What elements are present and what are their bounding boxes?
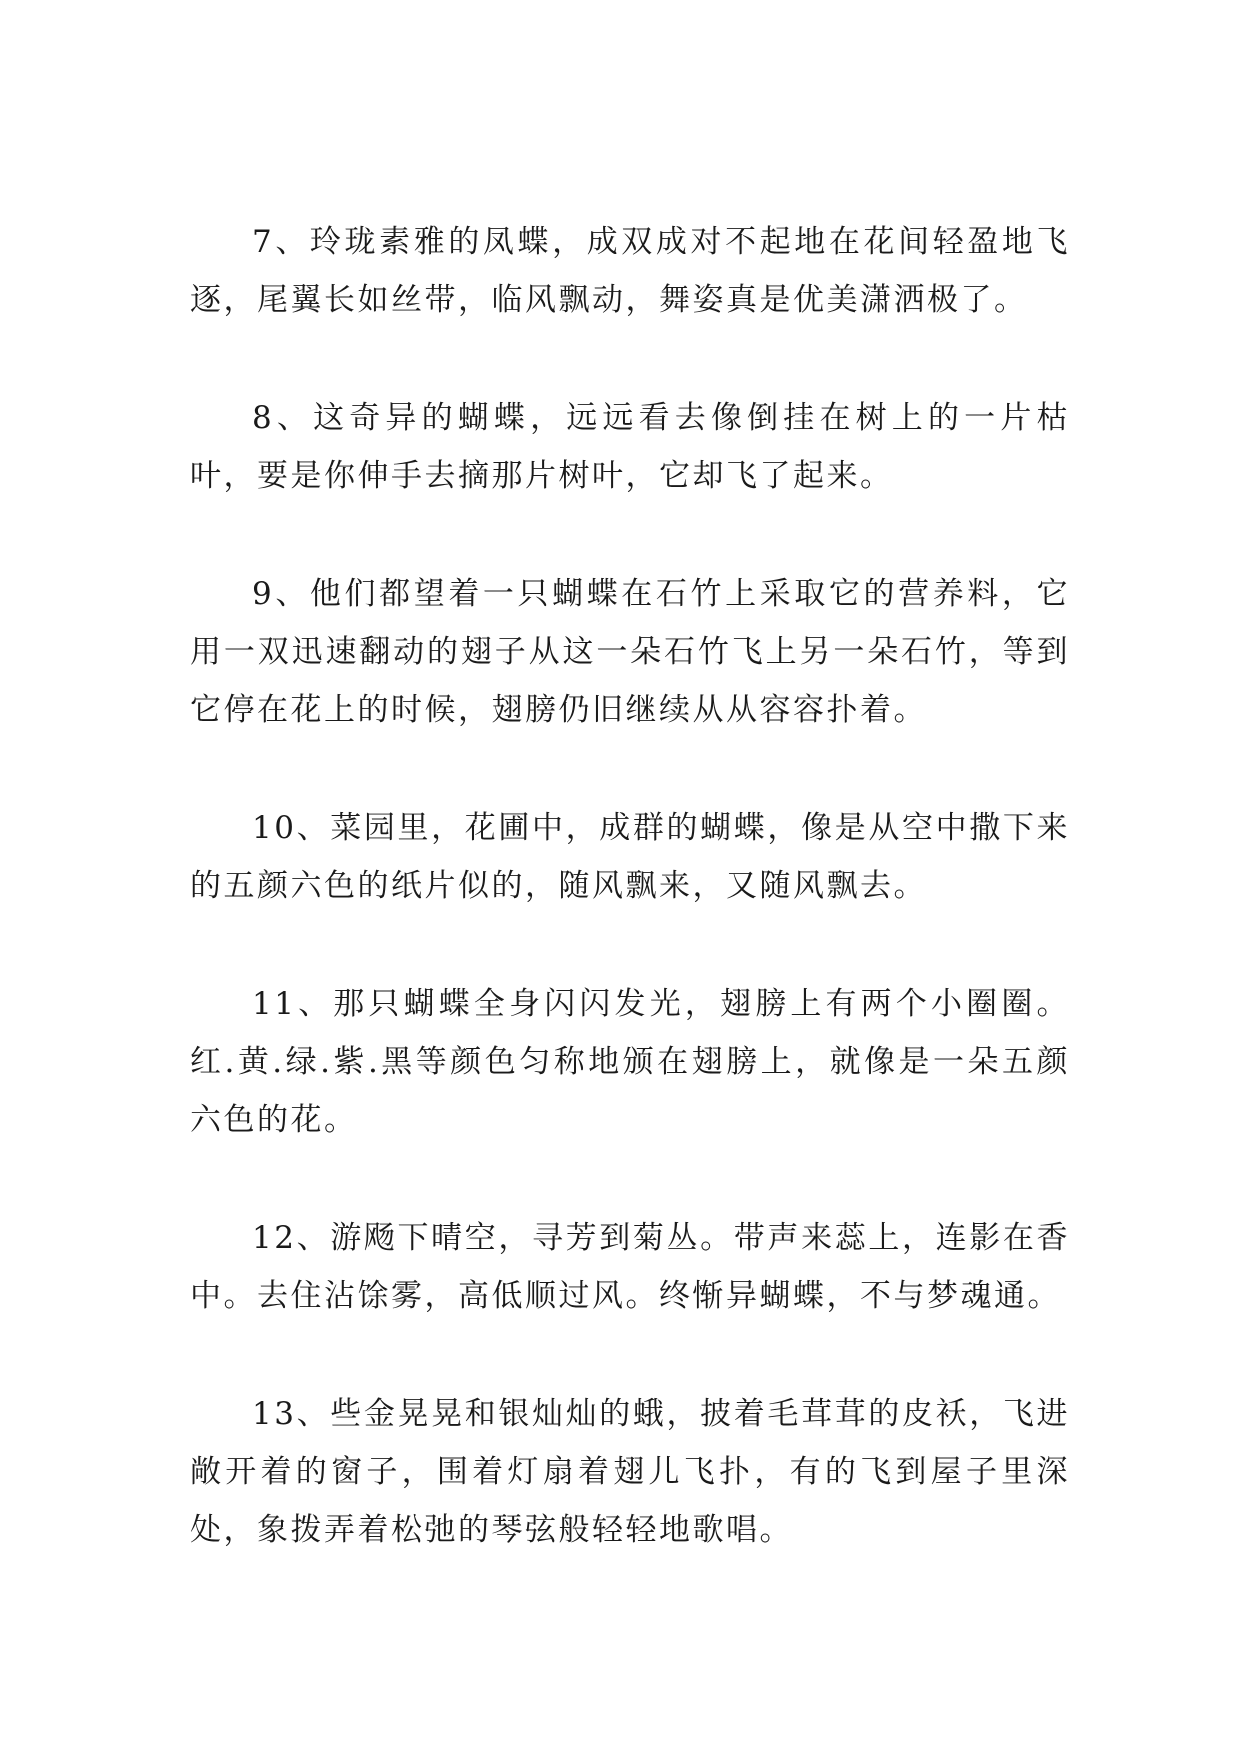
paragraph-12: 12、游飏下晴空，寻芳到菊丛。带声来蕊上，连影在香中。去住沾馀雾，高低顺过风。终惭异蝴蝶，不与梦魂通。 [190, 1220, 1070, 1314]
paragraph-7: 7、玲珑素雅的凤蝶，成双成对不起地在花间轻盈地飞逐，尾翼长如丝带，临风飘动，舞姿真是优美潇洒极了。 [190, 224, 1070, 318]
paragraph-10: 10、菜园里，花圃中，成群的蝴蝶，像是从空中撒下来的五颜六色的纸片似的，随风飘来，又随风飘去。 [190, 810, 1070, 904]
paragraph-11: 11、那只蝴蝶全身闪闪发光，翅膀上有两个小圈圈。红.黄.绿.紫.黑等颜色匀称地颁在翅膀上，就像是一朵五颜六色的花。 [190, 986, 1070, 1138]
paragraph-13: 13、些金晃晃和银灿灿的蛾，披着毛茸茸的皮袄，飞进敞开着的窗子，围着灯扇着翅儿飞扑，有的飞到屋子里深处，象拨弄着松弛的琴弦般轻轻地歌唱。 [190, 1396, 1070, 1548]
paragraph-9: 9、他们都望着一只蝴蝶在石竹上采取它的营养料，它用一双迅速翻动的翅子从这一朵石竹飞上另一朵石竹，等到它停在花上的时候，翅膀仍旧继续从从容容扑着。 [190, 576, 1070, 728]
document-body [190, 213, 1070, 1619]
paragraph-8: 8、这奇异的蝴蝶，远远看去像倒挂在树上的一片枯叶，要是你伸手去摘那片树叶，它却飞了起来。 [190, 400, 1070, 494]
